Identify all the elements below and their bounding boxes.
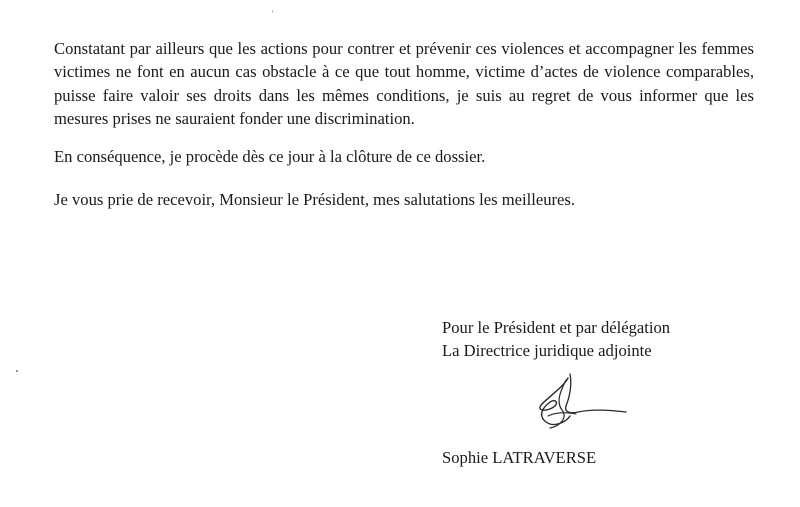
paragraph-salutation: Je vous prie de recevoir, Monsieur le Président, mes salutations les meilleures. [54, 190, 575, 209]
paragraph-closure: En conséquence, je procède dès ce jour à la clôture de ce dossier. [54, 147, 486, 166]
paragraph-discrimination: Constatant par ailleurs que les actions pour contrer et prévenir ces violences et accompagner les femmes victimes ne font en aucun cas obstacle à ce que tout homme, victime d’actes de violence comparables, puisse faire valoir ses droits dans les mêmes conditions, je suis au regret de vous informer que les mesures prises ne sauraient fonder une discrimination. [54, 39, 754, 129]
scan-speck [272, 10, 273, 13]
delegation-line: Pour le Président et par délégation [442, 318, 671, 337]
scan-speck [16, 370, 18, 372]
signature-block [442, 316, 670, 362]
signer-title: La Directrice juridique adjointe [442, 341, 652, 360]
handwritten-signature [520, 372, 630, 434]
signer-name: Sophie LATRAVERSE [442, 448, 597, 467]
